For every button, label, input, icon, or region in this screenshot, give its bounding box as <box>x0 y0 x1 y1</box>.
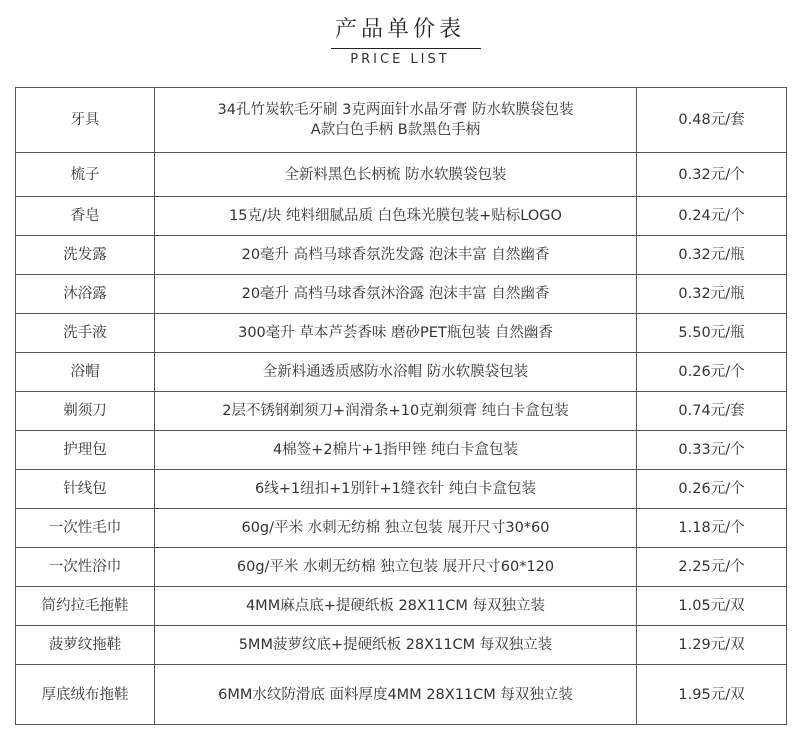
table-row <box>16 470 787 509</box>
header <box>0 0 800 80</box>
product-description-cell: 4棉签+2棉片+1指甲锉 纯白卡盒包装 <box>155 431 637 470</box>
price-cell: 0.26元/个 <box>637 353 787 392</box>
price-cell: 0.33元/个 <box>637 431 787 470</box>
product-description-cell: 2层不锈钢剃须刀+润滑条+10克剃须膏 纯白卡盒包装 <box>155 392 637 431</box>
table-row <box>16 353 787 392</box>
price-cell: 2.25元/个 <box>637 548 787 587</box>
product-name-cell: 洗发露 <box>16 236 155 275</box>
product-name-cell: 剃须刀 <box>16 392 155 431</box>
product-description-cell: 15克/块 纯料细腻品质 白色珠光膜包装+贴标LOGO <box>155 197 637 236</box>
product-description-cell: 6MM水纹防滑底 面料厚度4MM 28X11CM 每双独立装 <box>155 665 637 725</box>
product-name-cell: 洗手液 <box>16 314 155 353</box>
price-cell: 0.32元/瓶 <box>637 236 787 275</box>
price-cell: 1.18元/个 <box>637 509 787 548</box>
product-description-cell: 全新料通透质感防水浴帽 防水软膜袋包装 <box>155 353 637 392</box>
product-description-cell: 300毫升 草本芦荟香味 磨砂PET瓶包装 自然幽香 <box>155 314 637 353</box>
table-row <box>16 587 787 626</box>
product-name-cell: 香皂 <box>16 197 155 236</box>
table-row <box>16 197 787 236</box>
price-table <box>15 87 787 725</box>
price-cell: 1.29元/双 <box>637 626 787 665</box>
price-cell: 0.24元/个 <box>637 197 787 236</box>
price-cell: 1.95元/双 <box>637 665 787 725</box>
table-row <box>16 236 787 275</box>
price-cell: 0.48元/套 <box>637 88 787 153</box>
table-row <box>16 548 787 587</box>
price-cell: 0.32元/个 <box>637 153 787 197</box>
product-name-cell: 浴帽 <box>16 353 155 392</box>
product-name-cell: 针线包 <box>16 470 155 509</box>
table-row <box>16 314 787 353</box>
price-cell: 1.05元/双 <box>637 587 787 626</box>
price-cell: 0.32元/瓶 <box>637 275 787 314</box>
price-cell: 0.74元/套 <box>637 392 787 431</box>
table-row <box>16 153 787 197</box>
table-row <box>16 509 787 548</box>
product-name-cell: 一次性浴巾 <box>16 548 155 587</box>
product-name-cell: 一次性毛巾 <box>16 509 155 548</box>
table-row <box>16 392 787 431</box>
table-row <box>16 88 787 153</box>
description-line: A款白色手柄 B款黑色手柄 <box>310 122 481 138</box>
product-description-cell: 60g/平米 水刺无纺棉 独立包装 展开尺寸60*120 <box>155 548 637 587</box>
product-name-cell: 简约拉毛拖鞋 <box>16 587 155 626</box>
product-description-cell <box>155 88 637 153</box>
table-row <box>16 665 787 725</box>
table-row <box>16 275 787 314</box>
table-row <box>16 626 787 665</box>
product-description-cell: 5MM菠萝纹底+提硬纸板 28X11CM 每双独立装 <box>155 626 637 665</box>
table-row <box>16 431 787 470</box>
product-description-cell: 4MM麻点底+提硬纸板 28X11CM 每双独立装 <box>155 587 637 626</box>
product-name-cell: 护理包 <box>16 431 155 470</box>
product-description-cell: 6线+1纽扣+1别针+1缝衣针 纯白卡盒包装 <box>155 470 637 509</box>
description-line: 34孔竹炭软毛牙刷 3克两面针水晶牙膏 防水软膜袋包装 <box>217 102 574 118</box>
page-subtitle: PRICE LIST <box>350 52 450 67</box>
price-cell: 5.50元/瓶 <box>637 314 787 353</box>
product-description-cell: 20毫升 高档马球香氛洗发露 泡沫丰富 自然幽香 <box>155 236 637 275</box>
product-name-cell: 梳子 <box>16 153 155 197</box>
product-name-cell: 菠萝纹拖鞋 <box>16 626 155 665</box>
product-description-cell: 20毫升 高档马球香氛沐浴露 泡沫丰富 自然幽香 <box>155 275 637 314</box>
product-name-cell: 沐浴露 <box>16 275 155 314</box>
title-divider <box>331 48 481 49</box>
product-description-cell: 60g/平米 水刺无纺棉 独立包装 展开尺寸30*60 <box>155 509 637 548</box>
product-name-cell: 牙具 <box>16 88 155 153</box>
page-title: 产品单价表 <box>334 17 465 42</box>
product-name-cell: 厚底绒布拖鞋 <box>16 665 155 725</box>
price-cell: 0.26元/个 <box>637 470 787 509</box>
product-description-cell: 全新料黑色长柄梳 防水软膜袋包装 <box>155 153 637 197</box>
